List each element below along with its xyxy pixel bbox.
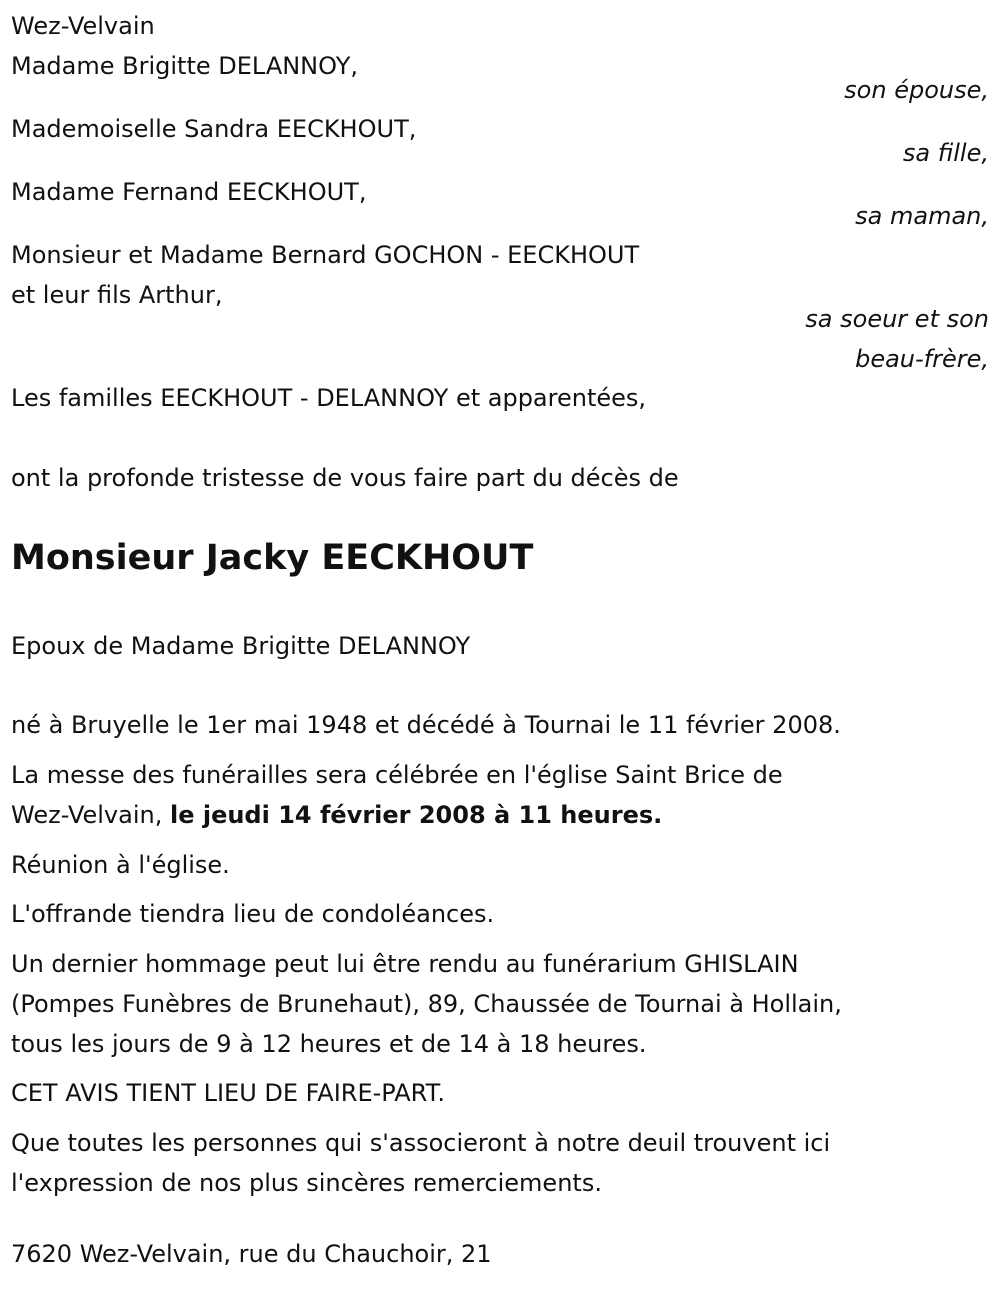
family-member-relation: sa maman, — [855, 202, 989, 230]
family-member-relation: beau-frère, — [855, 345, 989, 373]
funeral-date-time: le jeudi 14 février 2008 à 11 heures. — [169, 801, 663, 829]
thanks-line: l'expression de nos plus sincères remerciements. — [11, 1169, 602, 1197]
notice-line: CET AVIS TIENT LIEU DE FAIRE-PART. — [11, 1079, 446, 1107]
offering-line: L'offrande tiendra lieu de condoléances. — [11, 900, 495, 928]
birth-death-line: né à Bruyelle le 1er mai 1948 et décédé à Tournai le 11 février 2008. — [11, 711, 841, 739]
deceased-name: Monsieur Jacky EECKHOUT — [11, 538, 534, 578]
funeral-place: Wez-Velvain, — [11, 801, 170, 829]
family-member-name: Mademoiselle Sandra EECKHOUT, — [11, 115, 417, 143]
family-member-name: Madame Brigitte DELANNOY, — [11, 52, 359, 80]
header-place: Wez-Velvain — [11, 12, 155, 40]
funeral-line-1: La messe des funérailles sera célébrée en l'église Saint Brice de — [11, 761, 783, 789]
thanks-line: Que toutes les personnes qui s'associeront à notre deuil trouvent ici — [11, 1129, 831, 1157]
funeral-line-2 — [11, 795, 662, 835]
family-member-relation: sa soeur et son — [805, 305, 989, 333]
announcement: ont la profonde tristesse de vous faire part du décès de — [11, 464, 679, 492]
family-member-relation: sa fille, — [902, 139, 989, 167]
meeting-line: Réunion à l'église. — [11, 851, 230, 879]
spouse-line: Epoux de Madame Brigitte DELANNOY — [11, 632, 471, 660]
family-member-name: Monsieur et Madame Bernard GOCHON - EECKHOUT — [11, 241, 640, 269]
homage-line: tous les jours de 9 à 12 heures et de 14 à 18 heures. — [11, 1030, 647, 1058]
family-member-name: Madame Fernand EECKHOUT, — [11, 178, 367, 206]
homage-line: (Pompes Funèbres de Brunehaut), 89, Chaussée de Tournai à Hollain, — [11, 990, 842, 1018]
homage-line: Un dernier hommage peut lui être rendu au funérarium GHISLAIN — [11, 950, 799, 978]
families-line: Les familles EECKHOUT - DELANNOY et apparentées, — [11, 384, 647, 412]
address-line: 7620 Wez-Velvain, rue du Chauchoir, 21 — [11, 1240, 492, 1268]
family-member-name: et leur fils Arthur, — [11, 281, 223, 309]
family-member-relation: son épouse, — [844, 76, 989, 104]
